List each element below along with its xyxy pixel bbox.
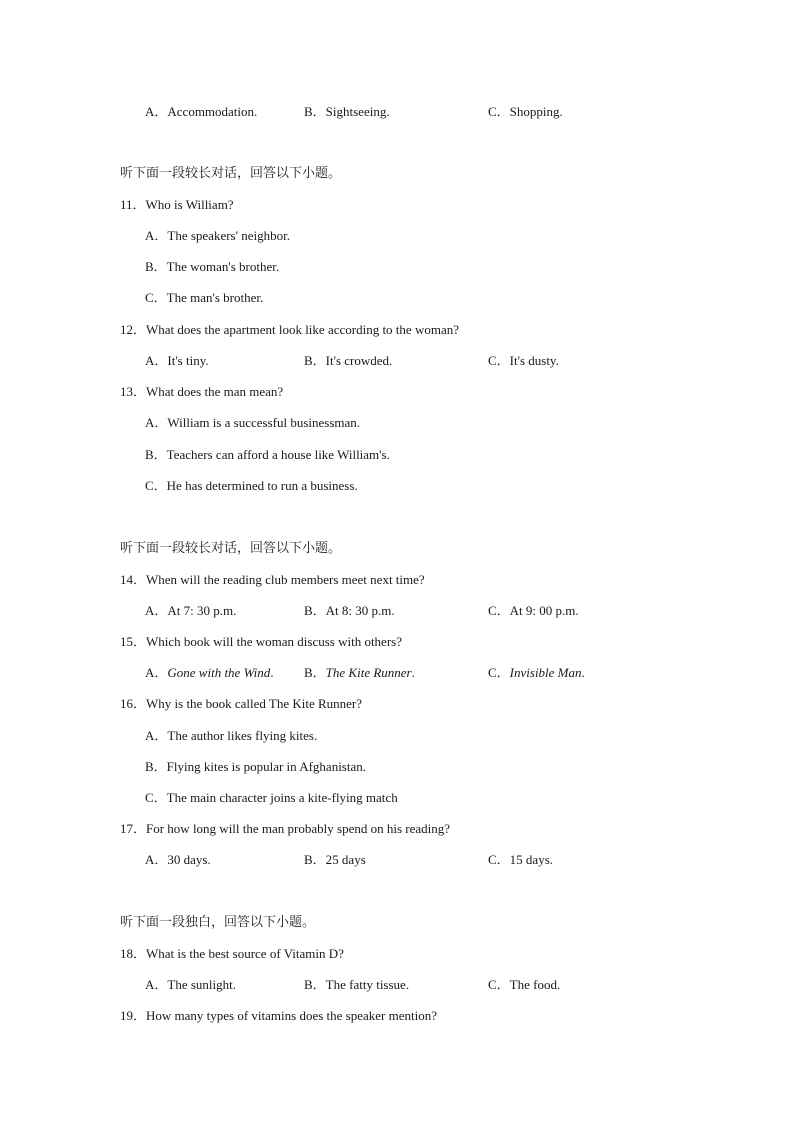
q14-options bbox=[145, 602, 645, 620]
q18-option-b[interactable]: B．The fatty tissue. bbox=[304, 977, 410, 992]
q15-option-c[interactable] bbox=[488, 664, 585, 682]
q11-question: 11．Who is William? bbox=[120, 197, 234, 212]
q10-option-c[interactable]: C．Shopping. bbox=[488, 104, 563, 119]
book-title: Invisible Man bbox=[509, 665, 582, 680]
option-letter: A． bbox=[145, 665, 168, 680]
q10-option-b[interactable]: B．Sightseeing. bbox=[304, 104, 390, 119]
q12-option-a[interactable]: A．It's tiny. bbox=[145, 353, 209, 368]
q18-option-a[interactable]: A．The sunlight. bbox=[145, 977, 236, 992]
q13-option-c[interactable]: C．He has determined to run a business. bbox=[145, 478, 358, 493]
q11-option-a[interactable]: A．The speakers' neighbor. bbox=[145, 228, 290, 243]
option-letter: C． bbox=[488, 665, 510, 680]
section-instruction-3: 听下面一段独白，回答以下小题。 bbox=[120, 915, 316, 930]
q15-option-a[interactable] bbox=[145, 664, 274, 682]
q12-option-c[interactable]: C．It's dusty. bbox=[488, 353, 559, 368]
q19-question: 19．How many types of vitamins does the speaker mention? bbox=[120, 1008, 437, 1023]
q13-option-b[interactable]: B．Teachers can afford a house like William's. bbox=[145, 447, 390, 462]
section-instruction-2: 听下面一段较长对话，回答以下小题。 bbox=[120, 541, 342, 556]
q14-question: 14．When will the reading club members meet next time? bbox=[120, 572, 425, 587]
q11-option-c[interactable]: C．The man's brother. bbox=[145, 290, 264, 305]
q15-question: 15．Which book will the woman discuss with others? bbox=[120, 634, 402, 649]
q14-option-a[interactable]: A．At 7: 30 p.m. bbox=[145, 603, 237, 618]
q10-option-a[interactable]: A．Accommodation. bbox=[145, 104, 258, 119]
q11-option-b[interactable]: B．The woman's brother. bbox=[145, 259, 280, 274]
q17-option-a[interactable]: A．30 days. bbox=[145, 852, 211, 867]
q14-option-c[interactable]: C．At 9: 00 p.m. bbox=[488, 603, 579, 618]
q12-question: 12．What does the apartment look like according to the woman? bbox=[120, 322, 459, 337]
q18-option-c[interactable]: C．The food. bbox=[488, 977, 561, 992]
q18-options bbox=[145, 976, 645, 994]
q12-option-b[interactable]: B．It's crowded. bbox=[304, 353, 393, 368]
q12-options bbox=[145, 352, 645, 370]
q15-option-b[interactable] bbox=[304, 664, 415, 682]
q16-question: 16．Why is the book called The Kite Runner? bbox=[120, 696, 363, 711]
q16-option-c[interactable]: C．The main character joins a kite-flying match bbox=[145, 790, 398, 805]
q17-options bbox=[145, 851, 645, 869]
q18-question: 18．What is the best source of Vitamin D? bbox=[120, 946, 344, 961]
option-letter: B． bbox=[304, 665, 326, 680]
book-title: Gone with the Wind bbox=[167, 665, 271, 680]
q16-option-a[interactable]: A．The author likes flying kites. bbox=[145, 728, 318, 743]
q15-options bbox=[145, 664, 645, 682]
section-instruction-1: 听下面一段较长对话，回答以下小题。 bbox=[120, 166, 342, 181]
option-period: . bbox=[411, 665, 415, 680]
q13-option-a[interactable]: A．William is a successful businessman. bbox=[145, 415, 361, 430]
q17-question: 17．For how long will the man probably spend on his reading? bbox=[120, 821, 451, 836]
q13-question: 13．What does the man mean? bbox=[120, 384, 284, 399]
q17-option-c[interactable]: C．15 days. bbox=[488, 852, 554, 867]
q14-option-b[interactable]: B．At 8: 30 p.m. bbox=[304, 603, 395, 618]
option-period: . bbox=[270, 665, 274, 680]
q16-option-b[interactable]: B．Flying kites is popular in Afghanistan. bbox=[145, 759, 366, 774]
book-title: The Kite Runner bbox=[325, 665, 412, 680]
option-period: . bbox=[581, 665, 585, 680]
q10-options bbox=[145, 103, 645, 121]
q17-option-b[interactable]: B．25 days bbox=[304, 852, 366, 867]
